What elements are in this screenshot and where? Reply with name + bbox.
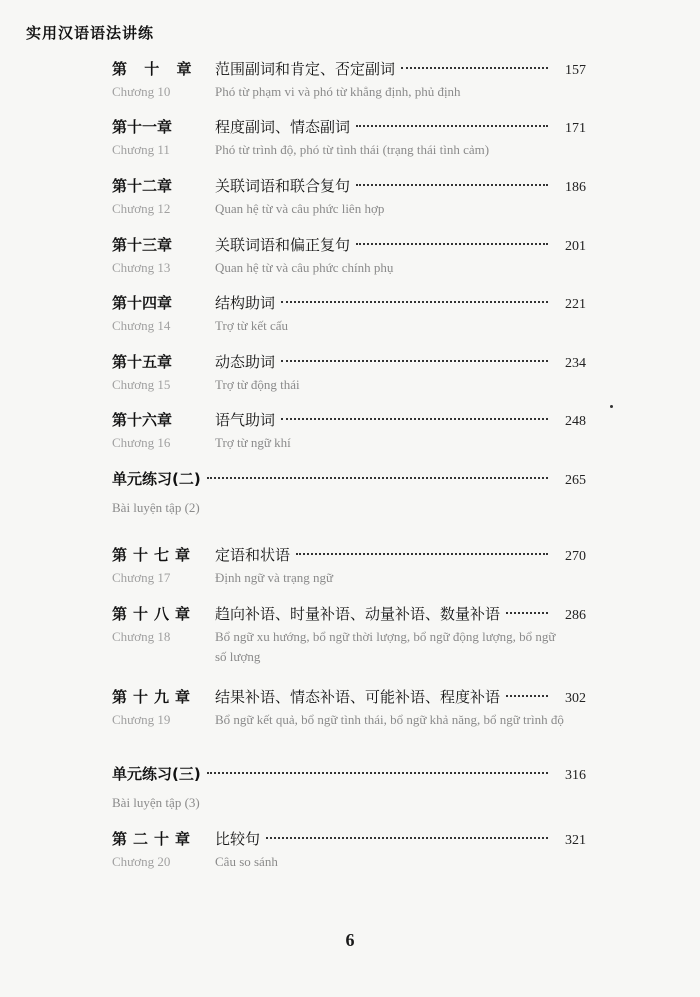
toc-chapter-entry	[112, 175, 586, 219]
dot-leader	[207, 772, 548, 774]
chapter-label: 第二十章	[112, 830, 197, 848]
toc-entry-row	[112, 468, 586, 492]
toc-entry-row	[112, 409, 586, 433]
dot-leader	[266, 837, 548, 839]
toc-entry-row	[112, 351, 586, 375]
chapter-label-vi: Chương 10	[112, 84, 171, 99]
vietnamese-subtitle	[112, 258, 586, 278]
vietnamese-subtitle	[112, 199, 586, 219]
toc-entry-row	[112, 234, 586, 258]
running-head: 实用汉语语法讲练	[26, 24, 155, 42]
chapter-label-vi: Chương 19	[112, 712, 171, 727]
toc-chapter-entry	[112, 686, 586, 730]
page-ref: 321	[565, 833, 586, 848]
toc-entry-row	[112, 58, 586, 82]
chapter-label: 第十八章	[112, 605, 197, 623]
chapter-label-vi: Chương 13	[112, 260, 171, 275]
toc-chapter-entry	[112, 603, 586, 667]
chapter-title-vi: Trợ từ kết cấu	[215, 318, 289, 333]
chapter-title: 语气助词	[215, 411, 276, 429]
toc-entry-row	[112, 603, 586, 627]
dot-leader	[401, 67, 548, 69]
dot-leader	[356, 125, 548, 127]
vietnamese-subtitle	[112, 140, 586, 160]
page-ref: 234	[565, 356, 586, 371]
print-speck	[610, 405, 613, 408]
chapter-title: 范围副词和肯定、否定副词	[215, 60, 396, 78]
toc-chapter-entry	[112, 409, 586, 453]
chapter-label: 第十二章	[112, 177, 173, 195]
chapter-title: 关联词语和联合复句	[215, 177, 351, 195]
page-ref: 248	[565, 414, 586, 429]
page-ref: 171	[565, 121, 586, 136]
dot-leader	[281, 418, 548, 420]
chapter-title-vi: Trợ từ ngữ khí	[215, 435, 291, 450]
chapter-label: 第十四章	[112, 294, 173, 312]
chapter-title-vi: Quan hệ từ và câu phức liên hợp	[215, 201, 385, 216]
page-ref: 316	[565, 768, 586, 783]
vietnamese-subtitle	[112, 82, 586, 102]
chapter-label: 第 十 章	[112, 60, 198, 78]
dot-leader	[506, 695, 548, 697]
unit-title-vi: Bài luyện tập (2)	[112, 500, 200, 515]
chapter-title-vi: Trợ từ động thái	[215, 377, 300, 392]
chapter-label-vi: Chương 15	[112, 377, 171, 392]
page-ref: 270	[565, 549, 586, 564]
page-ref: 286	[565, 608, 586, 623]
vietnamese-subtitle	[112, 627, 586, 667]
toc-chapter-entry	[112, 351, 586, 395]
chapter-label-vi: Chương 16	[112, 435, 171, 450]
toc-entry-row	[112, 116, 586, 140]
chapter-title: 趋向补语、时量补语、动量补语、数量补语	[215, 605, 501, 623]
dot-leader	[281, 360, 548, 362]
toc-entry-row	[112, 686, 586, 710]
dot-leader	[506, 612, 548, 614]
page-ref: 265	[565, 473, 586, 488]
dot-leader	[296, 553, 548, 555]
toc-unit-entry	[112, 763, 586, 811]
toc-entry-row	[112, 175, 586, 199]
page-ref: 221	[565, 297, 586, 312]
chapter-label: 第十一章	[112, 118, 173, 136]
page-ref: 302	[565, 691, 586, 706]
page-ref: 186	[565, 180, 586, 195]
chapter-title-vi: Phó từ phạm vi và phó từ khẳng định, phủ định	[215, 84, 461, 99]
chapter-label-vi: Chương 11	[112, 142, 170, 157]
toc-unit-entry	[112, 468, 586, 516]
toc-entry-row	[112, 763, 586, 787]
chapter-title-vi: Định ngữ và trạng ngữ	[215, 570, 334, 585]
dot-leader	[356, 243, 548, 245]
chapter-label-vi: Chương 17	[112, 570, 171, 585]
vietnamese-subtitle	[112, 852, 586, 872]
vietnamese-subtitle	[112, 375, 586, 395]
chapter-label: 第十九章	[112, 688, 197, 706]
chapter-title-vi: Câu so sánh	[215, 854, 278, 869]
chapter-title-vi: Bổ ngữ kết quả, bổ ngữ tình thái, bổ ngữ khả năng, bổ ngữ trình độ	[215, 712, 564, 727]
toc-entry-row	[112, 828, 586, 852]
dot-leader	[207, 477, 548, 479]
unit-label: 单元练习(三)	[112, 765, 201, 783]
dot-leader	[356, 184, 548, 186]
page-ref: 201	[565, 239, 586, 254]
toc-chapter-entry	[112, 292, 586, 336]
dot-leader	[281, 301, 548, 303]
chapter-title: 结构助词	[215, 294, 276, 312]
chapter-title-vi: Bổ ngữ xu hướng, bổ ngữ thời lượng, bổ ngữ động lượng, bổ ngữ số lượng	[215, 629, 556, 664]
toc-entry-row	[112, 544, 586, 568]
toc-chapter-entry	[112, 828, 586, 872]
chapter-label-vi: Chương 14	[112, 318, 171, 333]
chapter-label-vi: Chương 12	[112, 201, 171, 216]
chapter-title-vi: Quan hệ từ và câu phức chính phụ	[215, 260, 394, 275]
toc-entry-row	[112, 292, 586, 316]
chapter-label-vi: Chương 20	[112, 854, 171, 869]
chapter-label: 第十三章	[112, 236, 173, 254]
chapter-label-vi: Chương 18	[112, 629, 171, 644]
unit-title-vi: Bài luyện tập (3)	[112, 795, 200, 810]
toc-chapter-entry	[112, 58, 586, 102]
chapter-title: 关联词语和偏正复句	[215, 236, 351, 254]
chapter-title-vi: Phó từ trình độ, phó từ tình thái (trạng thái tình cảm)	[215, 142, 490, 157]
chapter-label: 第十六章	[112, 411, 173, 429]
toc-chapter-entry	[112, 544, 586, 588]
chapter-label: 第十五章	[112, 353, 173, 371]
page-ref: 157	[565, 63, 586, 78]
chapter-title: 程度副词、情态副词	[215, 118, 351, 136]
toc-chapter-entry	[112, 116, 586, 160]
chapter-label: 第十七章	[112, 546, 197, 564]
vietnamese-subtitle	[112, 433, 586, 453]
unit-label: 单元练习(二)	[112, 470, 201, 488]
toc-chapter-entry	[112, 234, 586, 278]
vietnamese-subtitle	[112, 710, 586, 730]
vietnamese-subtitle	[112, 568, 586, 588]
chapter-title: 结果补语、情态补语、可能补语、程度补语	[215, 688, 501, 706]
vietnamese-subtitle	[112, 316, 586, 336]
chapter-title: 比较句	[215, 830, 261, 848]
chapter-title: 定语和状语	[215, 546, 291, 564]
chapter-title: 动态助词	[215, 353, 276, 371]
page-number: 6	[345, 930, 355, 950]
